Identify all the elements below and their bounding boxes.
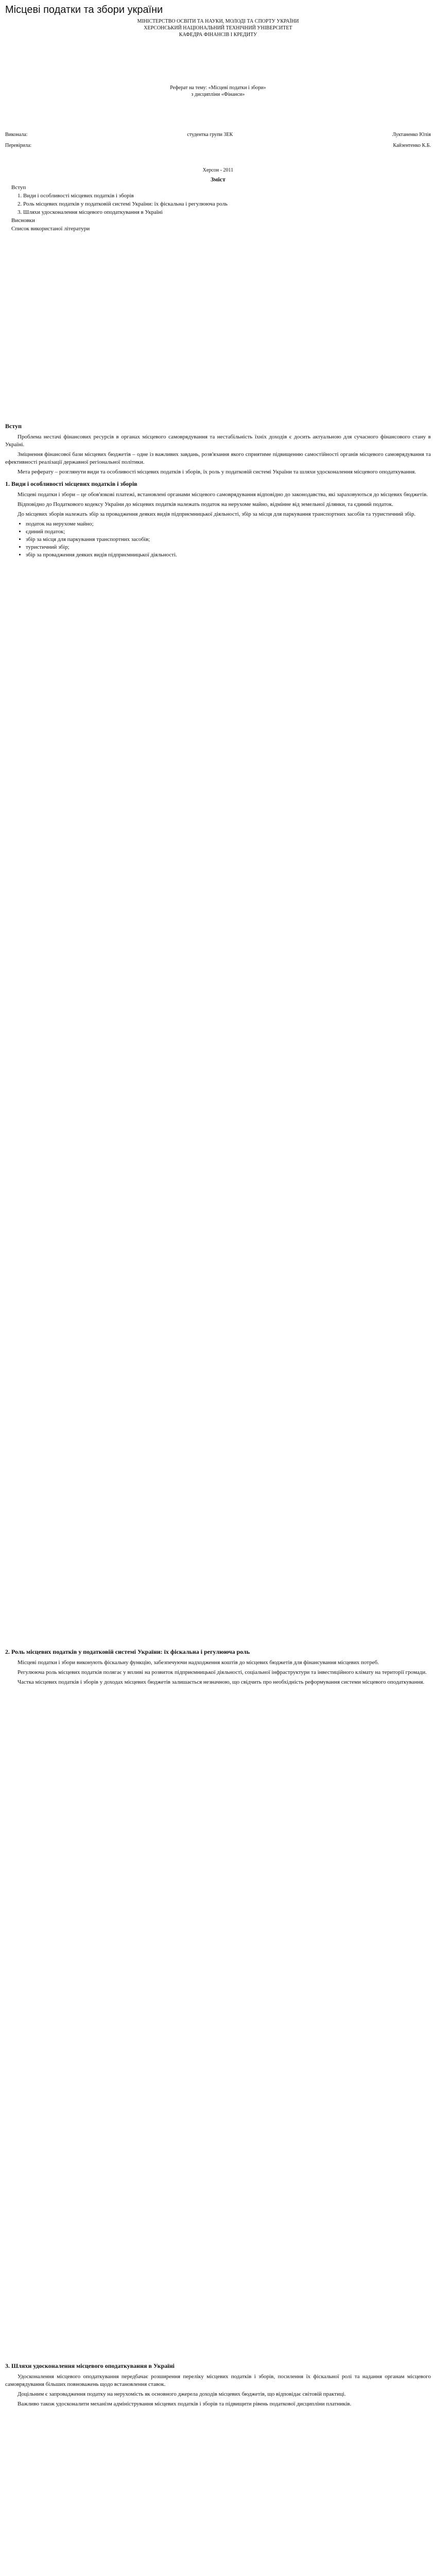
toc-item: 2. Роль місцевих податків у податковій системі України: їх фіскальна і регулююча роль bbox=[18, 201, 228, 207]
checked-row bbox=[5, 143, 431, 148]
section1-title: 1. Види і особливості місцевих податків і зборів bbox=[5, 480, 137, 487]
paragraph: Проблема нестачі фінансових ресурсів в органах місцевого самоврядування та нестабільність їхніх доходів є досить актуальною для сучасного фінансового стану в Україні. bbox=[5, 434, 431, 448]
contents-title: Зміст bbox=[210, 176, 226, 183]
paragraph: До місцевих зборів належать збір за провадження деяких видів підприємницької діяльності, збір за місця для паркування транспортних засобів та туристичний збір. bbox=[18, 511, 416, 517]
header-line: МІНІСТЕРСТВО ОСВІТИ ТА НАУКИ, МОЛОДІ ТА СПОРТУ УКРАЇНИ bbox=[137, 19, 299, 24]
intro-title: Вступ bbox=[5, 422, 22, 430]
toc-item: 1. Види і особливості місцевих податків і зборів bbox=[18, 193, 134, 199]
header-line: ХЕРСОНСЬКИЙ НАЦІОНАЛЬНИЙ ТЕХНІЧНИЙ УНІВЕРСИТЕТ bbox=[144, 25, 292, 31]
paragraph: Місцеві податки і збори виконують фіскальну функцію, забезпечуючи надходження коштів до місцевих бюджетів для фінансування місцевих потреб. bbox=[18, 1659, 379, 1666]
discipline-line: з дисципліни «Фінанси» bbox=[191, 92, 245, 97]
paragraph: Удосконалення місцевого оподаткування передбачає розширення переліку місцевих податків і зборів, посилення їх фіскальної ролі та надання органам місцевого самоврядування більших повноважень щодо встановлення ставок. bbox=[5, 2374, 431, 2387]
checked-name: Кайзентенко К.Б. bbox=[393, 143, 431, 148]
paragraph: Доцільним є запровадження податку на нерухомість як основного джерела доходів місцевих бюджетів, що відповідає світовій практиці. bbox=[18, 2391, 346, 2397]
paragraph: Місцеві податки і збори – це обов'язкові платежі, встановлені органами місцевого самоврядування відповідно до законодавства, які зараховуються до місцевих бюджетів. bbox=[18, 492, 428, 498]
toc-item: Висновки bbox=[11, 217, 35, 224]
list-item: • єдиний податок; bbox=[26, 528, 431, 536]
performed-name: Луктаненко Юлія bbox=[392, 132, 431, 138]
list-item: • туристичний збір; bbox=[26, 544, 431, 551]
list-item: • податок на нерухоме майно; bbox=[26, 520, 431, 528]
report-line: Реферат на тему: «Місцеві податки і збори» bbox=[170, 85, 266, 91]
toc-item: 3. Шляхи удосконалення місцевого оподаткування в Україні bbox=[18, 209, 163, 215]
table-of-contents bbox=[5, 183, 431, 233]
section2-title: 2. Роль місцевих податків у податковій системі України: їх фіскальна і регулююча роль bbox=[5, 1648, 250, 1655]
paragraph: Частка місцевих податків і зборів у доходах місцевих бюджетів залишається незначною, що свідчить про необхідність реформування системи місцевого оподаткування. bbox=[18, 1679, 425, 1685]
performed-row bbox=[5, 132, 431, 138]
header-block bbox=[5, 18, 431, 38]
paragraph: Регулююча роль місцевих податків полягає у впливі на розвиток підприємницької діяльності, соціальної інфраструктури та інвестиційного клімату на території громади. bbox=[18, 1669, 427, 1675]
checked-label: Перевірила: bbox=[5, 143, 32, 148]
city-year: Херсон - 2011 bbox=[202, 167, 234, 173]
performed-value: студентка групи 3ЕК bbox=[187, 132, 233, 138]
page-title: Місцеві податки та збори україни bbox=[5, 4, 163, 15]
list-item: • збір за місця для паркування транспортних засобів; bbox=[26, 536, 431, 544]
list-item: • збір за провадження деяких видів підприємницької діяльності. bbox=[26, 551, 431, 559]
paragraph: Відповідно до Податкового кодексу України до місцевих податків належать податок на нерухоме майно, відмінне від земельної ділянки, та єдиний податок. bbox=[18, 501, 393, 507]
section3-title: 3. Шляхи удосконалення місцевого оподаткування в Україні bbox=[5, 2362, 175, 2369]
paragraph: Зміцнення фінансової бази місцевих бюджетів – одне із важливих завдань, розв'язання якого сприятиме підвищенню самостійності органів місцевого самоврядування та ефективності реалізації державної регіональної політики. bbox=[5, 451, 431, 465]
paragraph: Важливо також удосконалити механізм адміністрування місцевих податків і зборів та підвищити рівень податкової дисципліни платників. bbox=[18, 2401, 352, 2407]
performed-label: Виконала: bbox=[5, 132, 28, 138]
toc-item: Список використаної літератури bbox=[11, 226, 90, 232]
paragraph: Мета реферату – розглянути види та особливості місцевих податків і зборів, їх роль у податковій системі України та шляхи удосконалення місцевого оподаткування. bbox=[18, 469, 416, 475]
header-line: КАФЕДРА ФІНАНСІВ І КРЕДИТУ bbox=[179, 32, 257, 38]
toc-item: Вступ bbox=[11, 184, 26, 191]
local-taxes-list bbox=[5, 520, 431, 559]
